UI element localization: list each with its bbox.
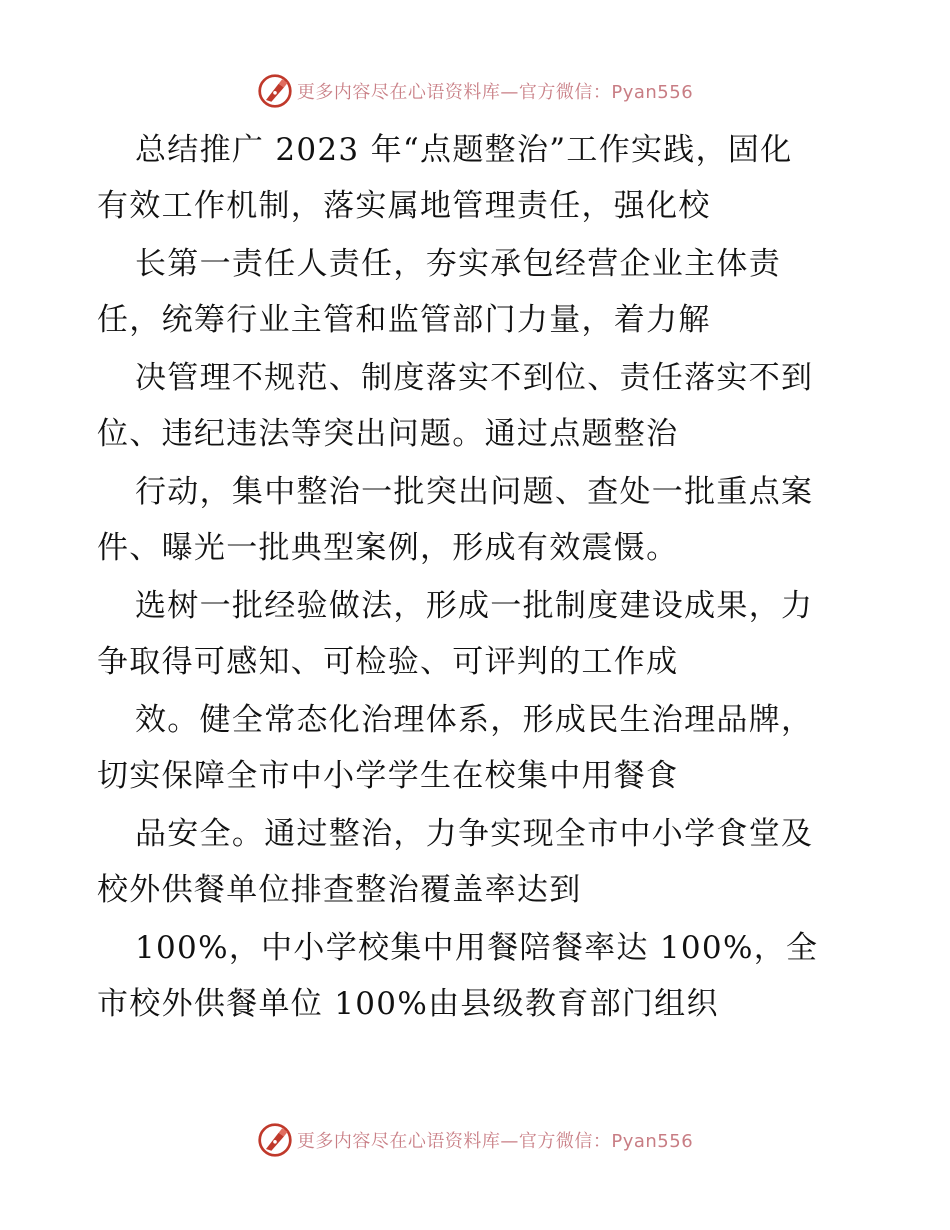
text-line: 行动，集中整治一批突出问题、查处一批重点案 [135,474,814,510]
text-line: 任，统筹行业主管和监管部门力量，着力解 [97,302,711,338]
header-banner [0,71,950,111]
text-line: 校外供餐单位排查整治覆盖率达到 [97,872,582,908]
text-line: 100%，中小学校集中用餐陪餐率达 100%，全 [135,930,819,966]
text-line: 效。健全常态化治理体系，形成民生治理品牌， [135,702,814,738]
pen-nib-logo-icon [257,1122,293,1158]
banner-text: 更多内容尽在心语资料库—官方微信：Pyan556 [296,1131,694,1152]
text-line: 位、违纪违法等突出问题。通过点题整治 [97,416,679,452]
banner-text: 更多内容尽在心语资料库—官方微信：Pyan556 [296,82,694,103]
text-line: 切实保障全市中小学学生在校集中用餐食 [97,758,679,794]
text-line: 选树一批经验做法，形成一批制度建设成果，力 [135,588,814,624]
text-line: 争取得可感知、可检验、可评判的工作成 [97,644,679,680]
text-line: 长第一责任人责任，夯实承包经营企业主体责 [135,246,781,282]
text-line: 件、曝光一批典型案例，形成有效震慑。 [97,530,679,566]
text-line: 品安全。通过整治，力争实现全市中小学食堂及 [135,816,814,852]
pen-nib-logo-icon [257,73,293,109]
footer-banner [0,1120,950,1160]
text-line: 决管理不规范、制度落实不到位、责任落实不到 [135,360,814,396]
text-line: 总结推广 2023 年“点题整治”工作实践，固化 [135,132,793,168]
text-line: 市校外供餐单位 100%由县级教育部门组织 [97,986,719,1022]
text-line: 有效工作机制，落实属地管理责任，强化校 [97,188,711,224]
